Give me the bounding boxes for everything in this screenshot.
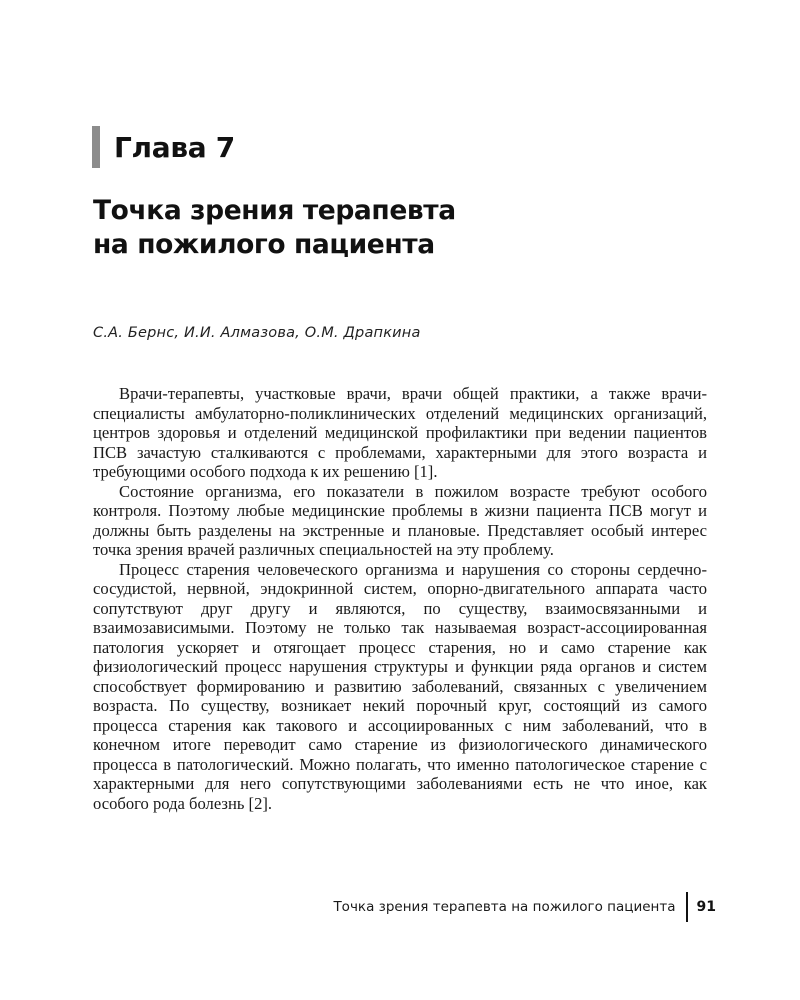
chapter-title-line-1: Точка зрения терапевта bbox=[93, 195, 456, 226]
running-title: Точка зрения терапевта на пожилого пациента bbox=[333, 899, 676, 915]
footer-divider bbox=[686, 892, 688, 922]
paragraph: Состояние организма, его показатели в пожилом возрасте требуют особого контроля. Поэтому любые медицинские проблемы в жизни пациента ПСВ могут и должны быть разделены на экстренные и плановые. Представляет особый интерес точка зрения врачей различных специальностей на эту проблему. bbox=[93, 481, 707, 559]
paragraph: Процесс старения человеческого организма и нарушения со стороны сердечно-сосудистой, нервной, эндокринной систем, опорно-двигательного аппарата часто сопутствуют друг другу и являются, по существу, взаимосвязанными и взаимозависимыми. Поэтому не только так называемая возраст-ассоциированная патология ускоряет и отягощает процесс старения, но и само старение как физиологический процесс нарушения структуры и функции ряда органов и систем способствует формированию и развитию заболеваний, связанных с увеличением возраста. По существу, возникает некий порочный круг, состоящий из самого процесса старения как такового и ассоциированных с ним заболеваний, что в конечном итоге переводит само старение из физиологического динамического процесса в патологический. Можно полагать, что именно патологическое старение с характерными для него сопутствующими заболеваниями есть не что иное, как особого рода болезнь [2]. bbox=[93, 559, 707, 813]
chapter-title-line-2: на пожилого пациента bbox=[93, 229, 435, 260]
body-text bbox=[93, 384, 707, 813]
chapter-accent-bar bbox=[92, 126, 100, 168]
chapter-title bbox=[93, 194, 713, 262]
authors-line: С.А. Бернс, И.И. Алмазова, О.М. Драпкина bbox=[93, 325, 421, 341]
paragraph: Врачи-терапевты, участковые врачи, врачи общей практики, а также врачи-специалисты амбулаторно-поликлинических отделений медицинских организаций, центров здоровья и отделений медицинской профилактики при ведении пациентов ПСВ зачастую сталкиваются с проблемами, характерными для этого возраста и требующими особого подхода к их решению [1]. bbox=[93, 384, 707, 481]
page-number: 91 bbox=[696, 899, 716, 915]
chapter-heading bbox=[92, 126, 235, 168]
page-footer bbox=[333, 892, 716, 922]
chapter-label: Глава 7 bbox=[114, 130, 235, 164]
